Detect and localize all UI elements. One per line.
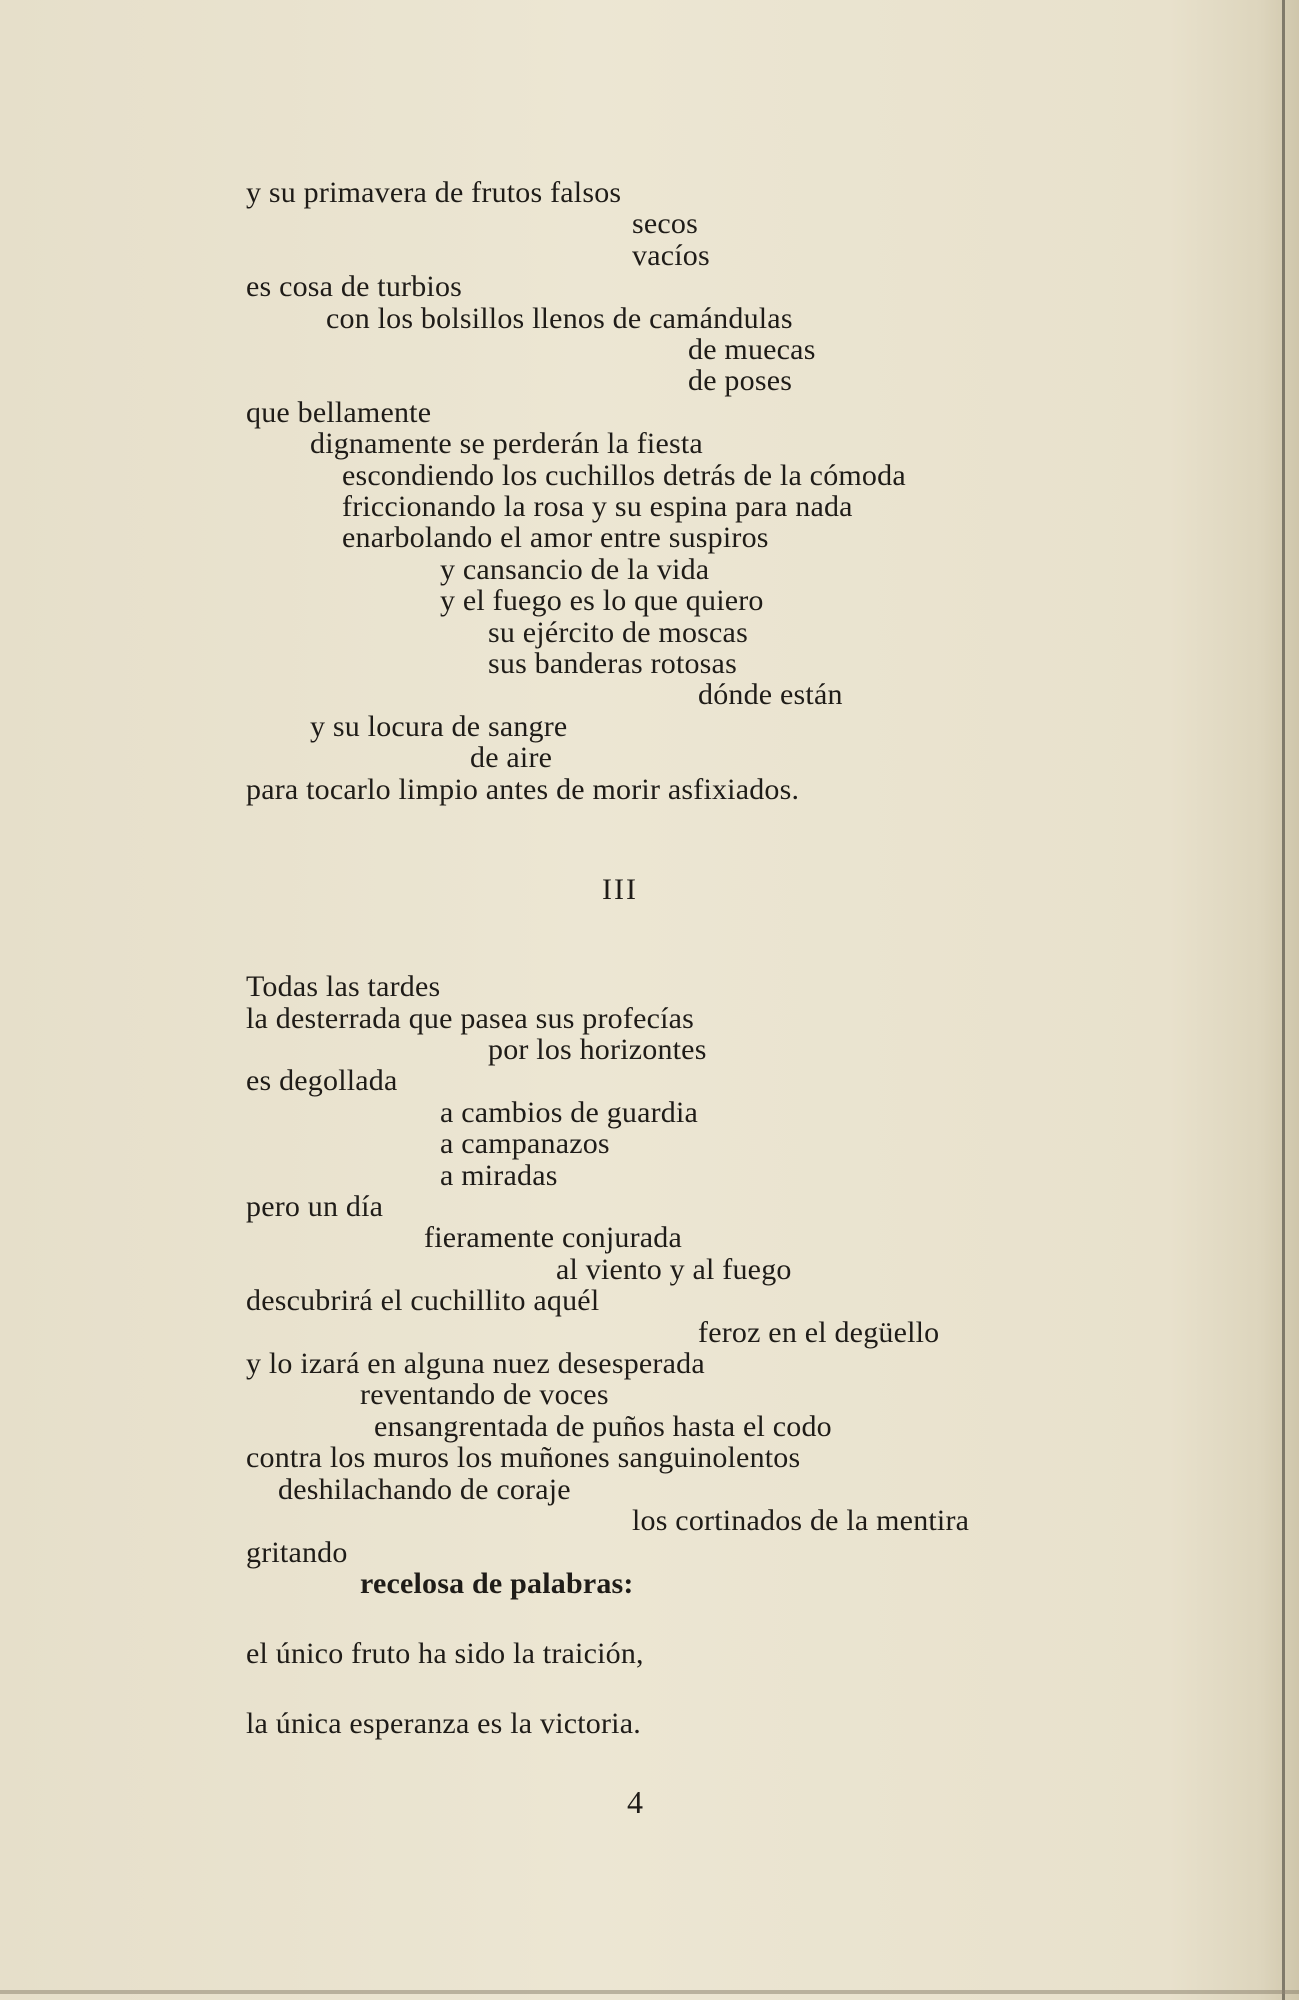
poem-line: para tocarlo limpio antes de morir asfixiados. [246, 773, 800, 806]
poem-line: secos [632, 207, 698, 240]
poem-line: escondiendo los cuchillos detrás de la cómoda [342, 459, 906, 492]
poem-line: de aire [470, 741, 553, 774]
poem-line: de poses [688, 364, 793, 397]
poem-line: de muecas [688, 333, 816, 366]
poem-line: friccionando la rosa y su espina para nada [342, 490, 853, 523]
poem-line: su ejército de moscas [488, 616, 748, 649]
poem-line: la desterrada que pasea sus profecías [246, 1002, 695, 1035]
poem-line: Todas las tardes [246, 970, 441, 1003]
poem-line: y su primavera de frutos falsos [246, 176, 622, 209]
poem-line: sus banderas rotosas [488, 647, 737, 680]
poem-line: reventando de voces [360, 1378, 609, 1411]
poem-line: dónde están [698, 678, 843, 711]
poem-line: por los horizontes [488, 1033, 707, 1066]
poem-line: vacíos [632, 239, 710, 272]
poem-line: dignamente se perderán la fiesta [310, 427, 703, 460]
poem-line: con los bolsillos llenos de camándulas [326, 302, 793, 335]
poem-line: deshilachando de coraje [278, 1473, 571, 1506]
poem-line: y el fuego es lo que quiero [440, 584, 764, 617]
poem-line: pero un día [246, 1190, 384, 1223]
poem-line: enarbolando el amor entre suspiros [342, 521, 769, 554]
poem-line: feroz en el degüello [698, 1316, 940, 1349]
poem-line: a campanazos [440, 1127, 610, 1160]
poem-line: los cortinados de la mentira [632, 1504, 970, 1537]
poem-line: descubrirá el cuchillito aquél [246, 1284, 600, 1317]
poem-line: al viento y al fuego [556, 1253, 792, 1286]
poem-line: contra los muros los muñones sanguinolentos [246, 1441, 801, 1474]
poem-line: a miradas [440, 1159, 558, 1192]
poem-line: y lo izará en alguna nuez desesperada [246, 1347, 705, 1380]
poem-line: a cambios de guardia [440, 1096, 699, 1129]
page-number: 4 [627, 1784, 644, 1820]
poem-line: y su locura de sangre [310, 710, 568, 743]
poem-line: recelosa de palabras: [360, 1567, 634, 1600]
poem-line: ensangrentada de puños hasta el codo [374, 1410, 832, 1443]
poem-line: y cansancio de la vida [440, 553, 710, 586]
poem-line: la única esperanza es la victoria. [246, 1707, 641, 1740]
poem-line: es cosa de turbios [246, 270, 463, 303]
poem-line: que bellamente [246, 396, 432, 429]
poem-line: fieramente conjurada [424, 1221, 683, 1254]
poem-line: el único fruto ha sido la traición, [246, 1637, 644, 1670]
section-heading: III [602, 873, 638, 906]
poem-line: es degollada [246, 1064, 398, 1097]
poem-line: gritando [246, 1536, 348, 1569]
